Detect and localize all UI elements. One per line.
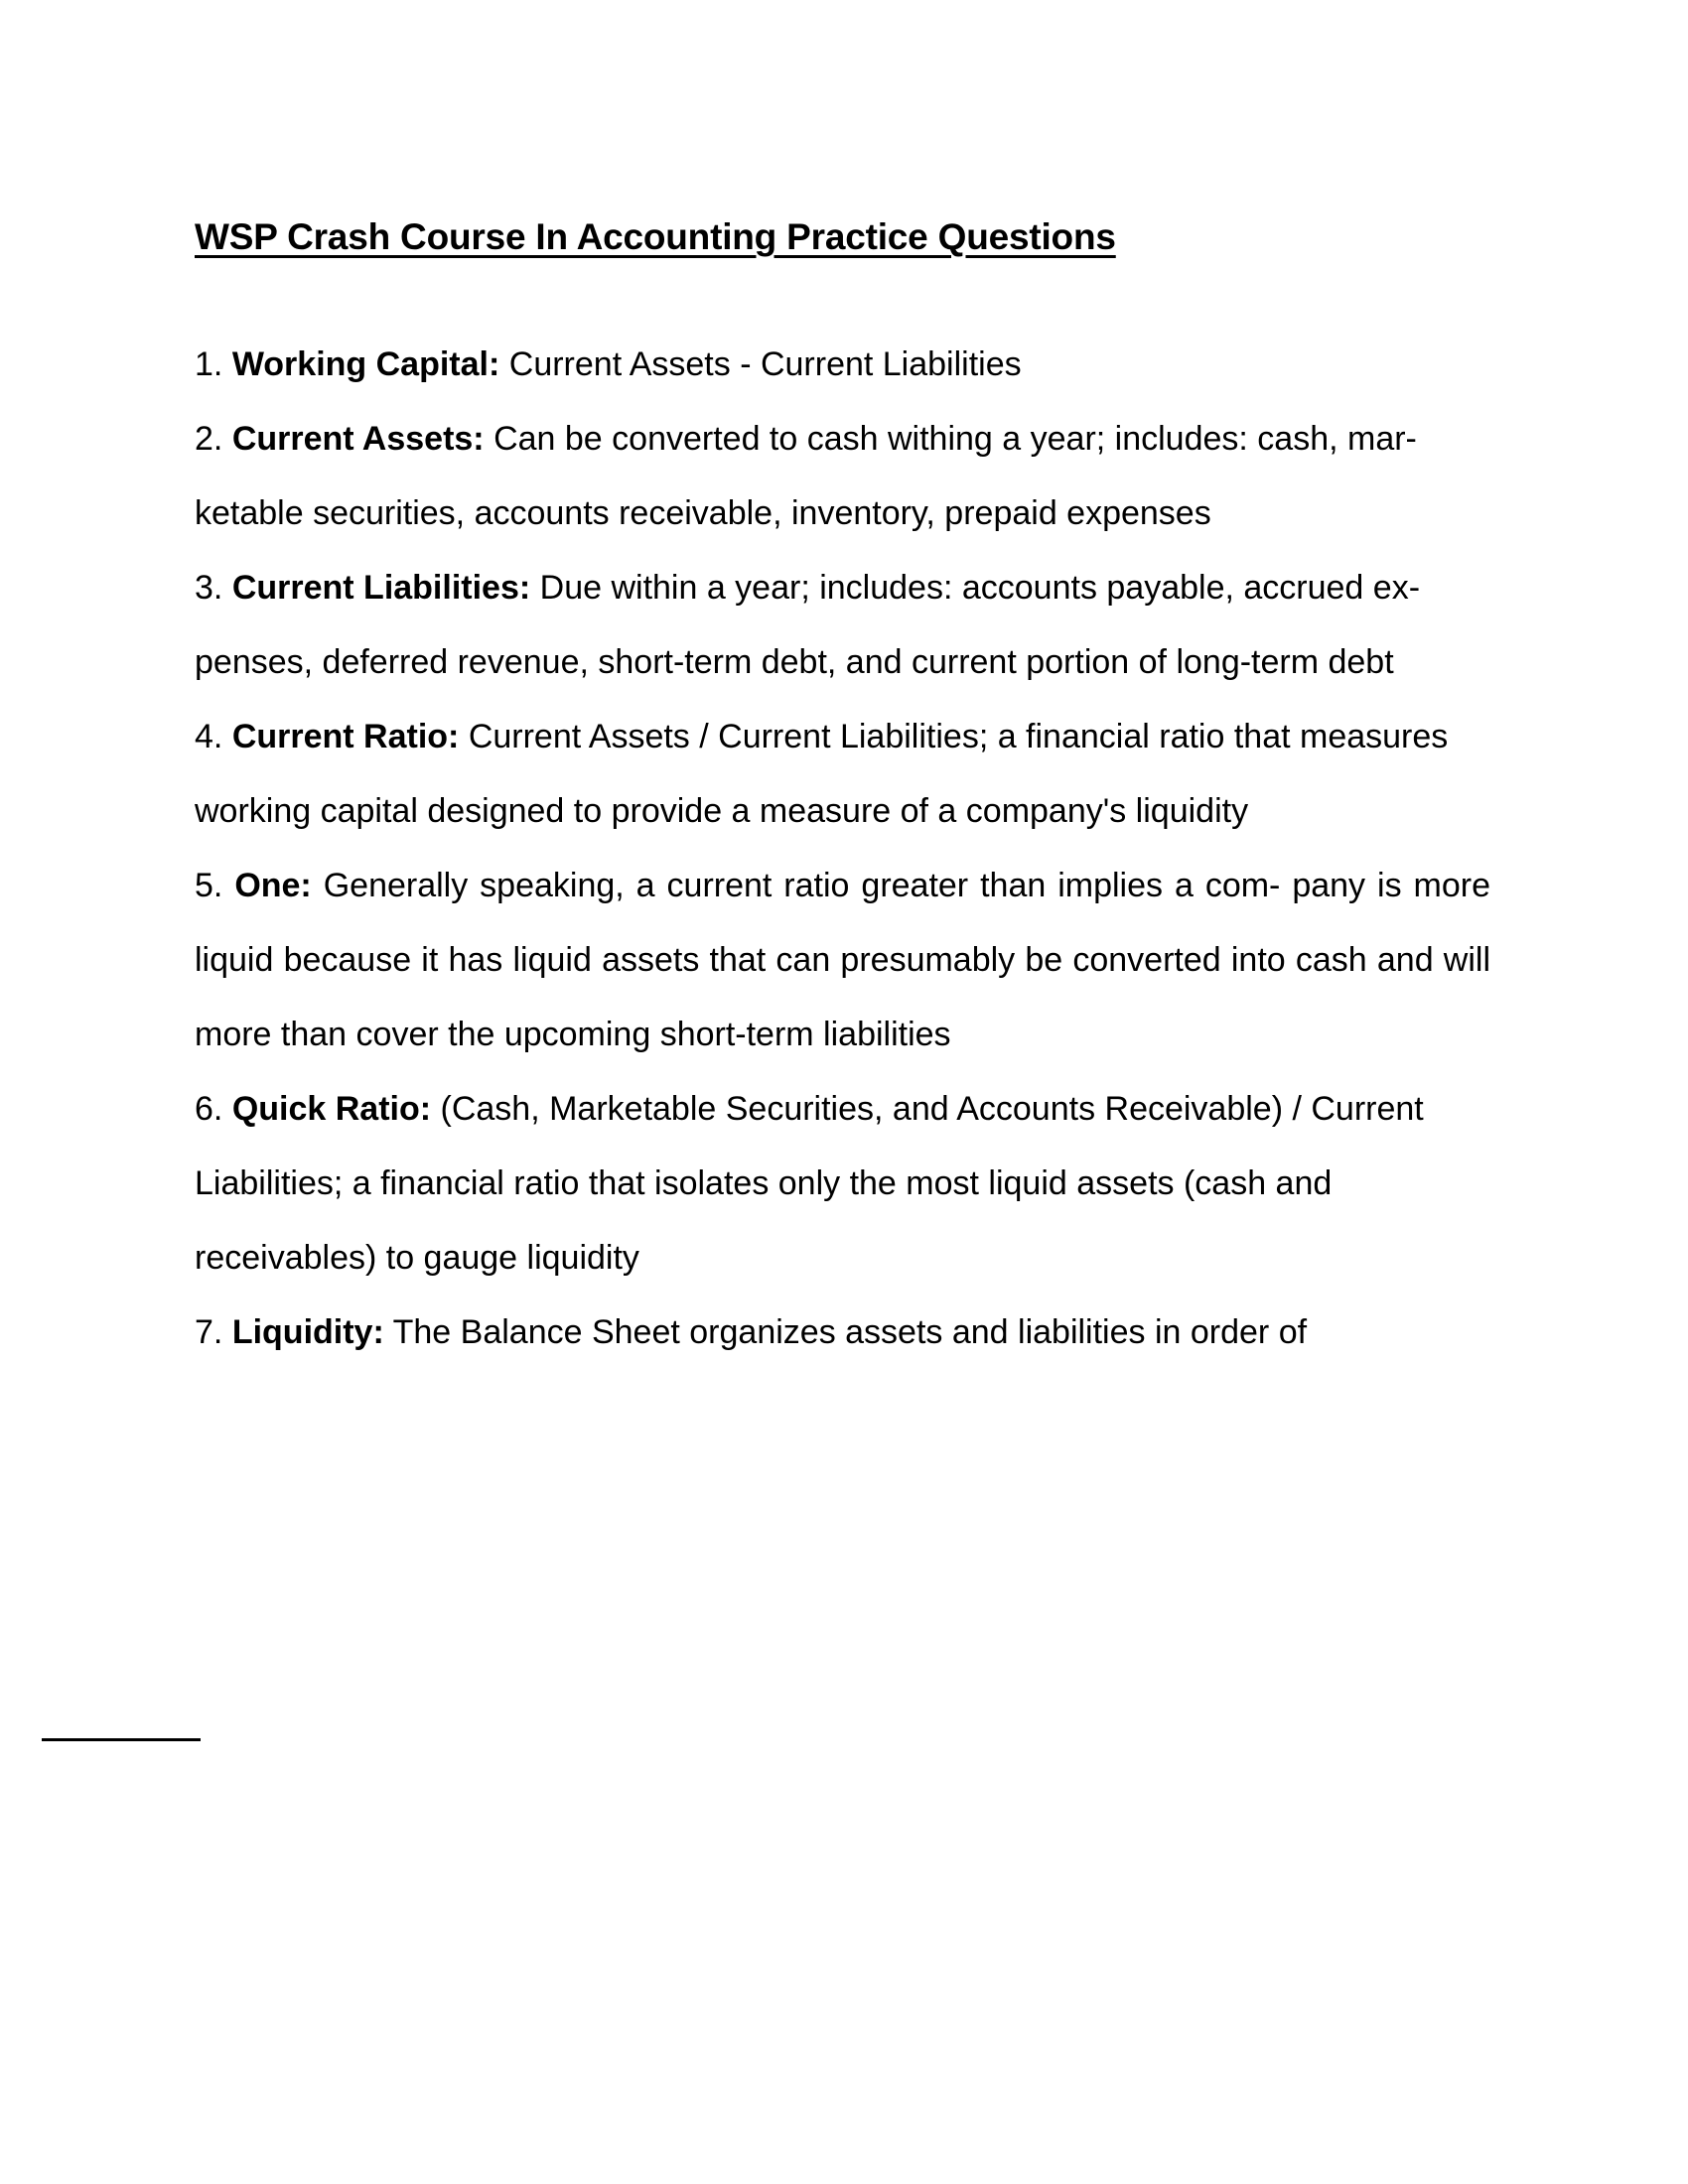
item-term-1: Working Capital: [231,345,500,383]
footnote-separator-rule [42,1738,201,1741]
list-item-6 [195,1072,1490,1296]
item-number-6: 6. [195,1090,223,1128]
item-term-5: One: [234,867,312,904]
item-definition-5: Generally speaking, a current ratio greater than implies a com- pany is more liquid because it has liquid assets that can presumably be converted into cash and will more than cover the upcoming short-term liabilities [195,867,1490,1053]
item-definition-6: (Cash, Marketable Securities, and Accounts Receivable) / Current Liabilities; a financial ratio that isolates only the most liquid assets (cash and receivables) to gauge liquidity [195,1090,1424,1277]
list-item-1 [195,328,1490,402]
practice-questions-list [195,328,1490,1370]
item-term-7: Liquidity: [231,1313,384,1351]
list-item-5 [195,849,1490,1072]
item-definition-4: Current Assets / Current Liabilities; a financial ratio that measures working capital designed to provide a measure of a company's liquidity [195,718,1449,830]
item-number-3: 3. [195,569,223,607]
item-term-6: Quick Ratio: [231,1090,432,1128]
item-number-2: 2. [195,420,223,458]
list-item-3 [195,551,1490,700]
item-number-4: 4. [195,718,223,755]
item-definition-7: The Balance Sheet organizes assets and liabilities in order of [392,1313,1308,1351]
item-number-7: 7. [195,1313,223,1351]
item-definition-3: Due within a year; includes: accounts payable, accrued ex- penses, deferred revenue, short-term debt, and current portion of long-term debt [195,569,1421,681]
item-term-4: Current Ratio: [231,718,460,755]
item-definition-2: Can be converted to cash withing a year; includes: cash, mar- ketable securities, accounts receivable, inventory, prepaid expenses [195,420,1417,532]
list-item-2 [195,402,1490,551]
list-item-7 [195,1296,1490,1370]
item-number-1: 1. [195,345,223,383]
item-term-2: Current Assets: [231,420,485,458]
item-term-3: Current Liabilities: [231,569,531,607]
item-number-5: 5. [195,867,223,904]
page-title: WSP Crash Course In Accounting Practice Questions [195,215,1116,257]
item-definition-1: Current Assets - Current Liabilities [508,345,1022,383]
list-item-4 [195,700,1490,849]
